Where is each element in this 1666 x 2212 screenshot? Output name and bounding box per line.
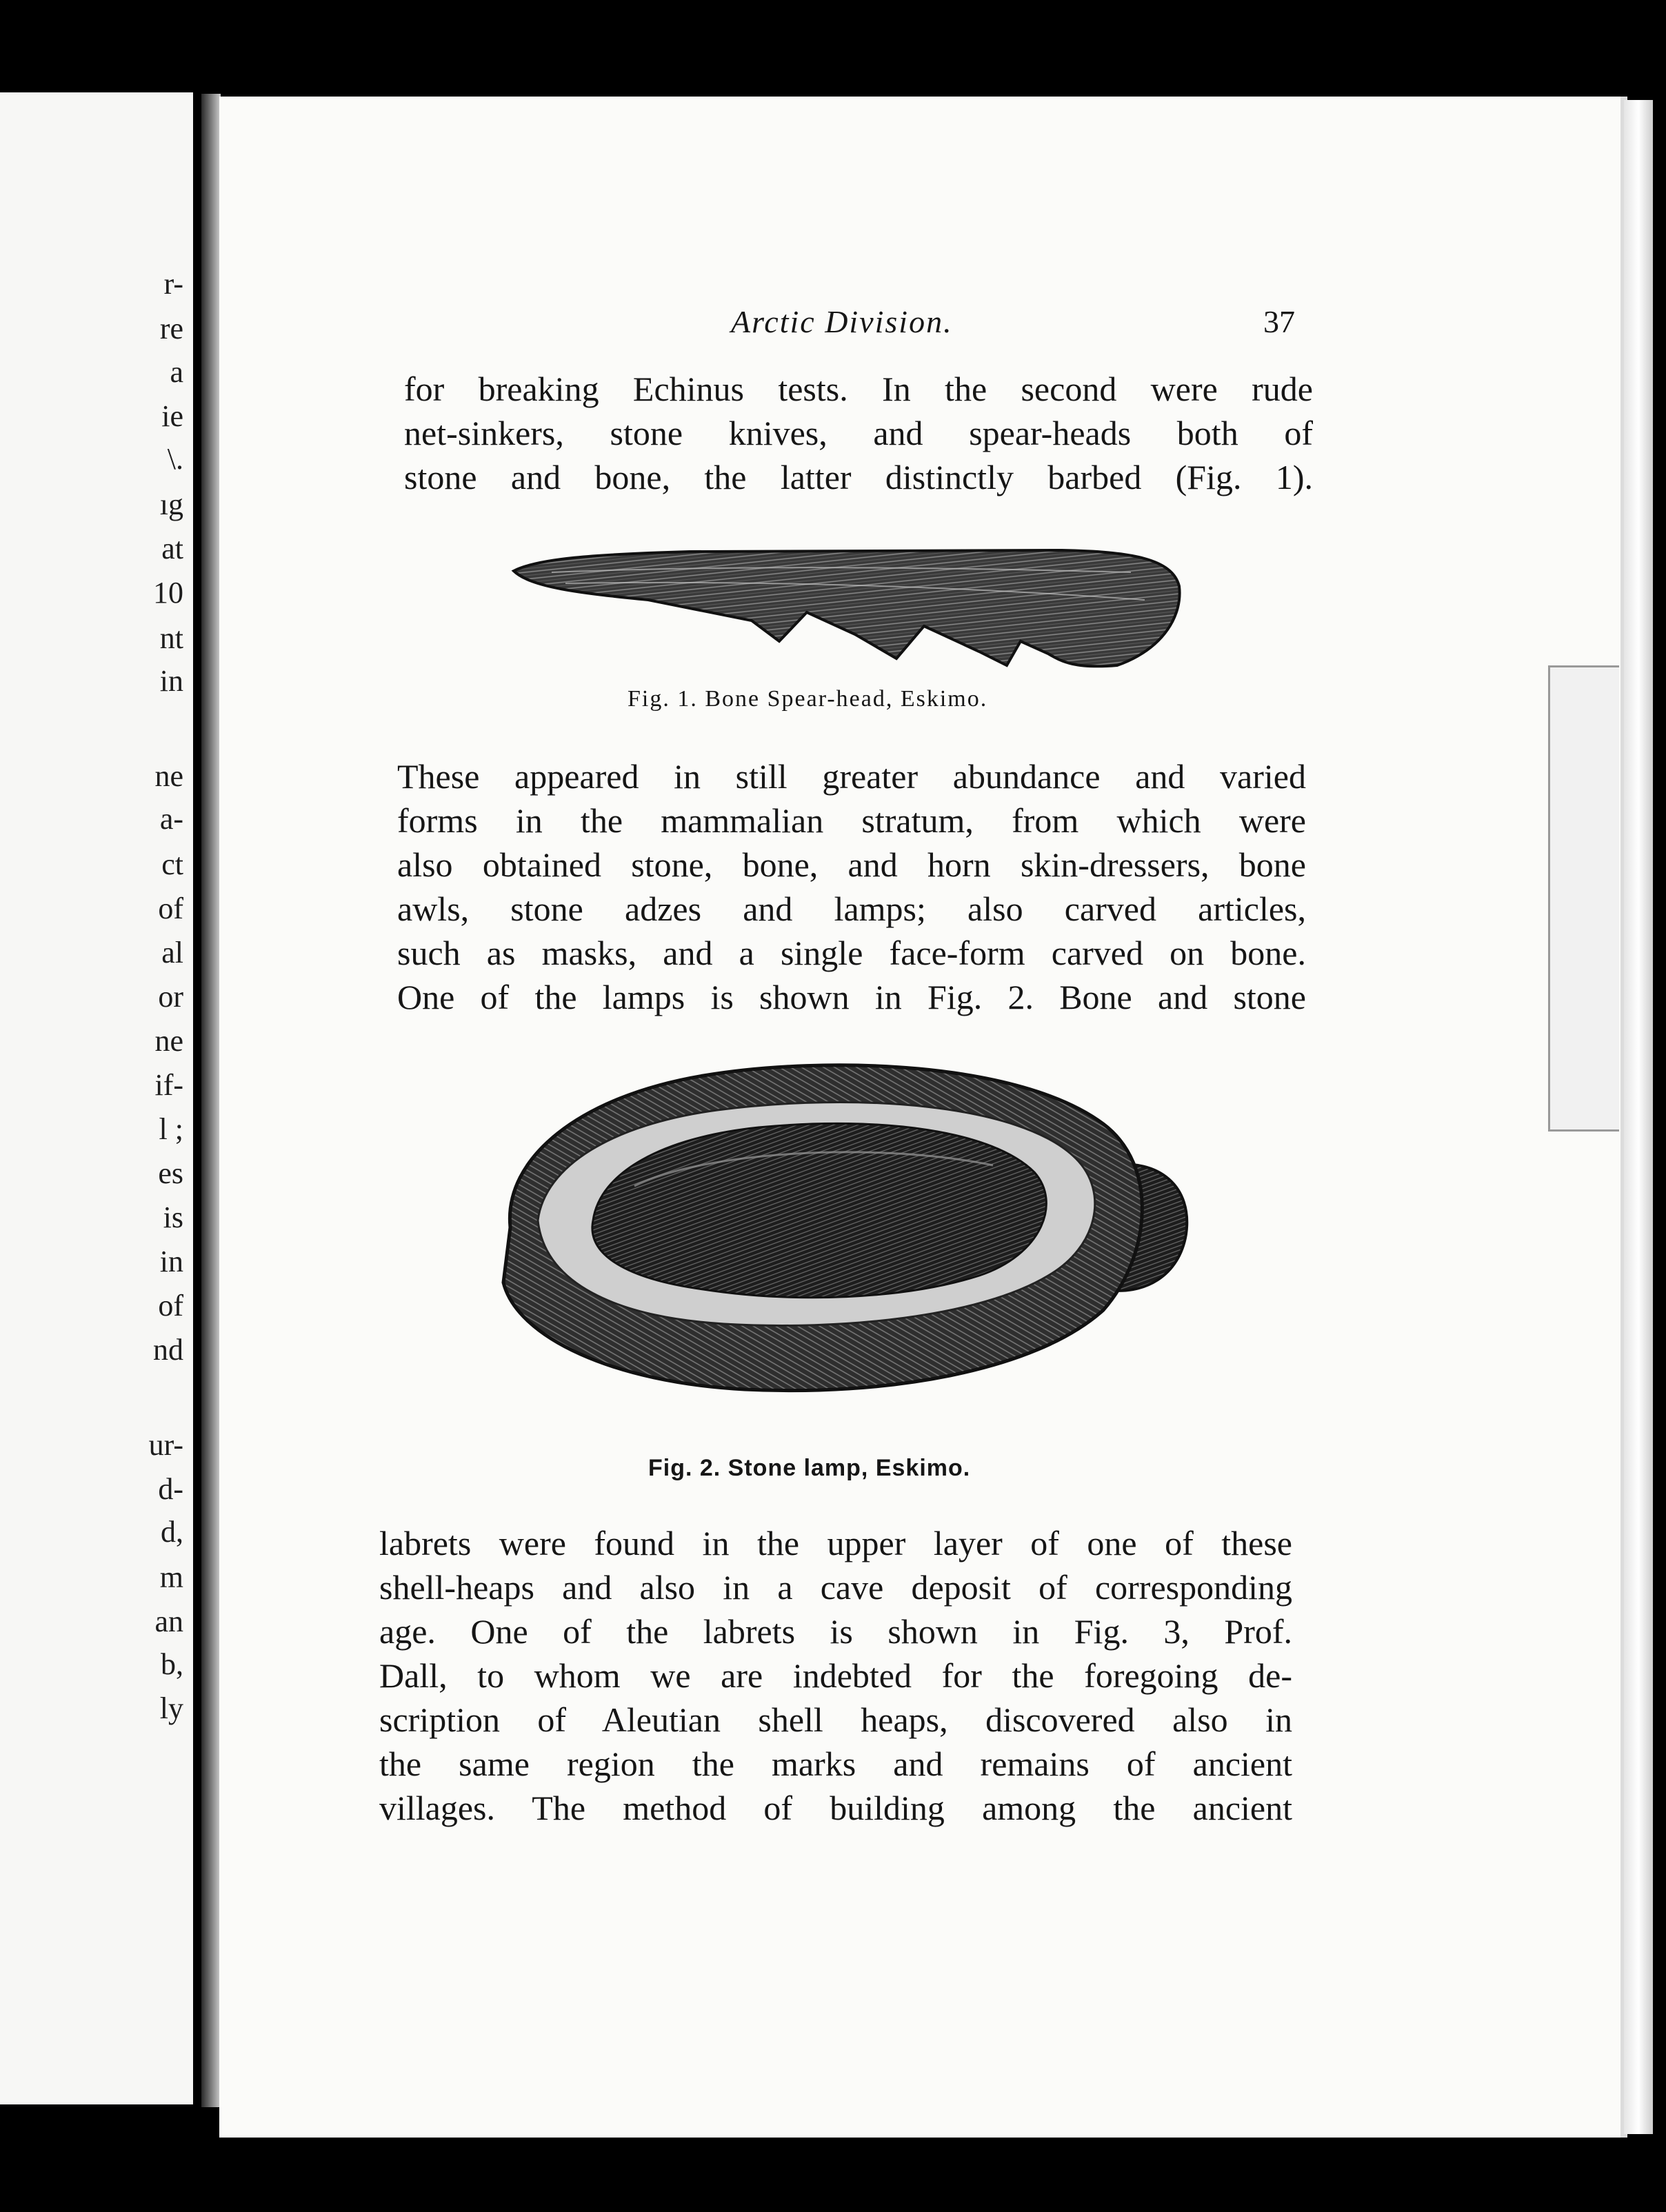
text-line: also obtained stone, bone, and horn skin-dressers, bone [397, 845, 1306, 884]
left-page-edge-fragment: ie [161, 399, 183, 433]
paragraph-2 [397, 754, 1306, 1019]
text-line: labrets were found in the upper layer of one of these [379, 1524, 1292, 1562]
left-page-edge-fragment: a- [159, 802, 183, 836]
left-page-edge-text [0, 92, 193, 2104]
left-page [0, 92, 193, 2104]
left-page-edge-fragment: is [163, 1200, 183, 1234]
text-line: These appeared in still greater abundance and varied [397, 757, 1306, 796]
left-page-edge-fragment: 10 [153, 576, 183, 610]
left-page-edge-fragment: of [158, 1289, 183, 1323]
left-page-edge-fragment: re [159, 312, 183, 345]
left-page-edge-fragment: \. [167, 442, 183, 476]
left-page-edge-fragment: ne [154, 1024, 183, 1058]
left-page-edge-fragment: m [159, 1560, 183, 1594]
left-page-edge-fragment: an [154, 1605, 183, 1638]
page-tab [1548, 665, 1619, 1132]
fig-2-caption: Fig. 2. Stone lamp, Eskimo. [648, 1455, 971, 1481]
left-page-edge-fragment: ur- [148, 1428, 183, 1462]
text-line: villages. The method of building among the ancient [379, 1789, 1292, 1827]
left-page-edge-fragment: in [159, 664, 183, 698]
paragraph-1 [404, 367, 1313, 499]
left-page-edge-fragment: or [158, 980, 183, 1014]
left-page-edge-fragment: d, [161, 1515, 183, 1549]
left-page-edge-fragment: in [159, 1245, 183, 1278]
left-page-edge-fragment: al [161, 936, 183, 969]
left-page-edge-fragment: ly [159, 1691, 183, 1725]
left-page-edge-fragment: r- [163, 267, 183, 301]
text-line: stone and bone, the latter distinctly barbed (Fig. 1). [404, 458, 1313, 496]
text-line: for breaking Echinus tests. In the second were rude [404, 370, 1313, 408]
left-page-edge-fragment: nt [159, 621, 183, 655]
left-page-edge-fragment: b, [161, 1647, 183, 1681]
text-line: shell-heaps and also in a cave deposit of corresponding [379, 1568, 1292, 1607]
left-page-edge-fragment: ıg [159, 487, 183, 521]
bone-spear-head-illustration [510, 545, 1186, 676]
text-line: net-sinkers, stone knives, and spear-heads both of [404, 414, 1313, 452]
left-page-edge-fragment: es [158, 1156, 183, 1190]
text-line: awls, stone adzes and lamps; also carved articles, [397, 889, 1306, 928]
left-page-edge-fragment: d- [158, 1472, 183, 1506]
page-edge [1624, 100, 1653, 2134]
text-line: One of the lamps is shown in Fig. 2. Bone and stone [397, 978, 1306, 1016]
left-page-edge-fragment: if- [154, 1068, 183, 1102]
left-page-edge-fragment: at [161, 532, 183, 565]
running-head: Arctic Division. [731, 304, 953, 339]
paragraph-3 [379, 1521, 1292, 1830]
left-page-edge-fragment: ct [161, 847, 183, 881]
left-page-edge-fragment: nd [153, 1333, 183, 1367]
stone-lamp-illustration [496, 1048, 1207, 1407]
text-line: scription of Aleutian shell heaps, discovered also in [379, 1700, 1292, 1739]
left-page-edge-fragment: ne [154, 759, 183, 793]
page-number: 37 [1263, 304, 1295, 339]
text-line: age. One of the labrets is shown in Fig. 3, Prof. [379, 1612, 1292, 1651]
text-line: the same region the marks and remains of ancient [379, 1745, 1292, 1783]
left-page-edge-fragment: of [158, 892, 183, 925]
left-page-edge-fragment: a [170, 355, 183, 389]
book-gutter [201, 94, 221, 2107]
text-line: such as masks, and a single face-form carved on bone. [397, 934, 1306, 972]
text-line: Dall, to whom we are indebted for the foregoing de- [379, 1656, 1292, 1695]
left-page-edge-fragment: l ; [159, 1112, 183, 1146]
text-line: forms in the mammalian stratum, from which were [397, 801, 1306, 840]
fig-1-caption: Fig. 1. Bone Spear-head, Eskimo. [628, 686, 988, 712]
